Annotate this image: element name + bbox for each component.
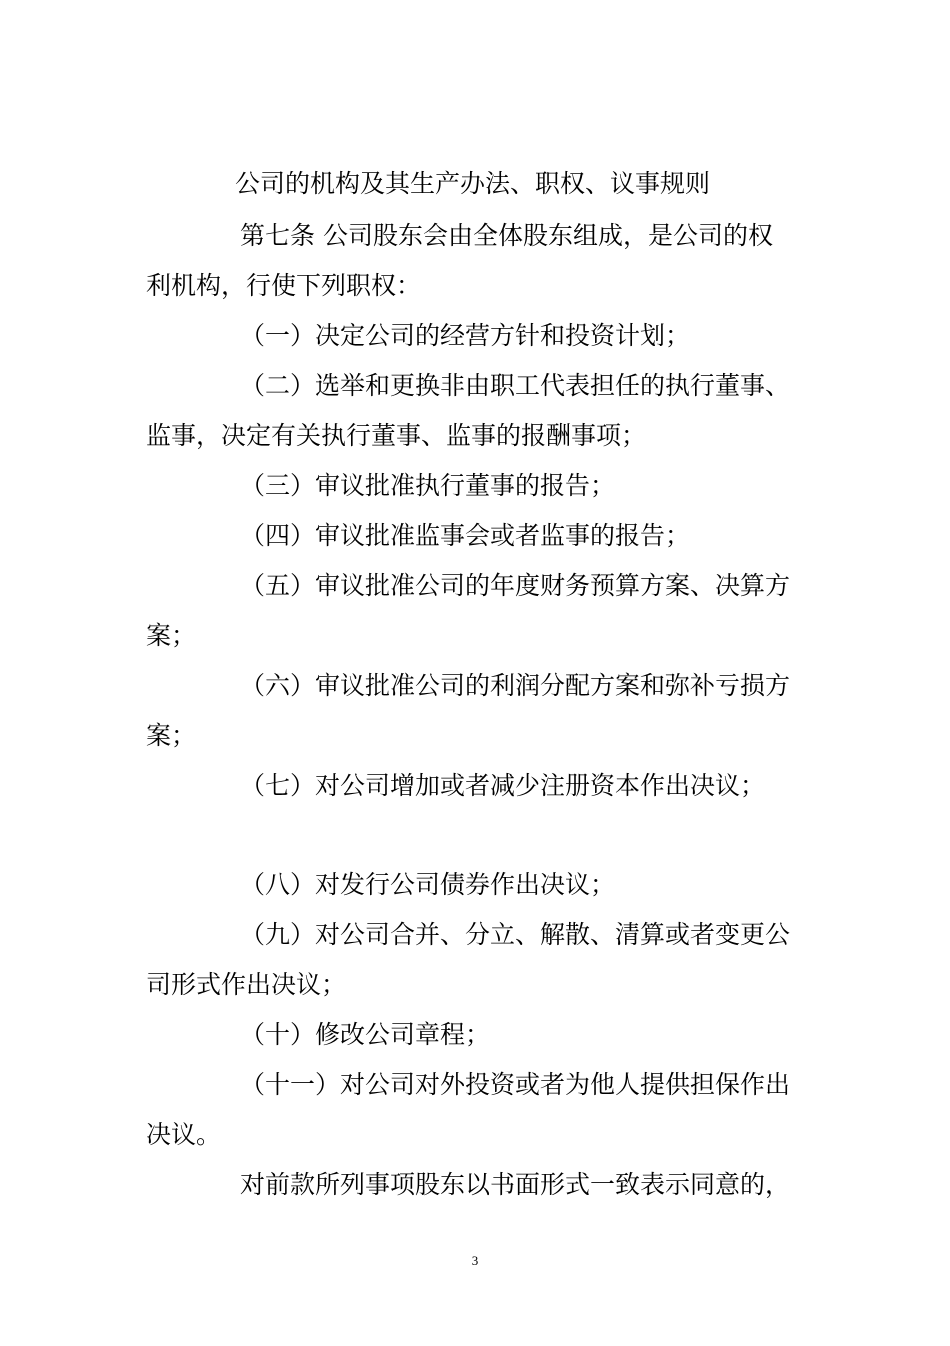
item-8: （八）对发行公司债券作出决议； [240, 870, 616, 899]
item-4: （四）审议批准监事会或者监事的报告； [240, 521, 691, 550]
item-2-line-1: （二）选举和更换非由职工代表担任的执行董事、 [240, 371, 791, 400]
section-heading: 公司的机构及其生产办法、职权、议事规则 [235, 169, 711, 198]
article-7-line-2: 利机构，行使下列职权： [146, 271, 422, 300]
item-9-line-1: （九）对公司合并、分立、解散、清算或者变更公 [240, 920, 791, 949]
article-7-line-1: 第七条 公司股东会由全体股东组成，是公司的权 [240, 221, 773, 250]
item-10: （十）修改公司章程； [240, 1020, 491, 1049]
item-1: （一）决定公司的经营方针和投资计划； [240, 321, 691, 350]
item-2-line-2: 监事，决定有关执行董事、监事的报酬事项； [146, 421, 647, 450]
item-11-line-2: 决议。 [146, 1120, 222, 1149]
item-6-line-1: （六）审议批准公司的利润分配方案和弥补亏损方 [240, 671, 791, 700]
page-number: 3 [471, 1253, 479, 1268]
item-3: （三）审议批准执行董事的报告； [240, 471, 616, 500]
item-9-line-2: 司形式作出决议； [146, 970, 347, 999]
item-5-line-1: （五）审议批准公司的年度财务预算方案、决算方 [240, 571, 791, 600]
item-6-line-2: 案； [146, 721, 197, 750]
item-5-line-2: 案； [146, 621, 197, 650]
item-11-line-1: （十一）对公司对外投资或者为他人提供担保作出 [240, 1070, 791, 1099]
item-7: （七）对公司增加或者减少注册资本作出决议； [240, 771, 766, 800]
closing-paragraph-line-1: 对前款所列事项股东以书面形式一致表示同意的， [240, 1170, 791, 1199]
